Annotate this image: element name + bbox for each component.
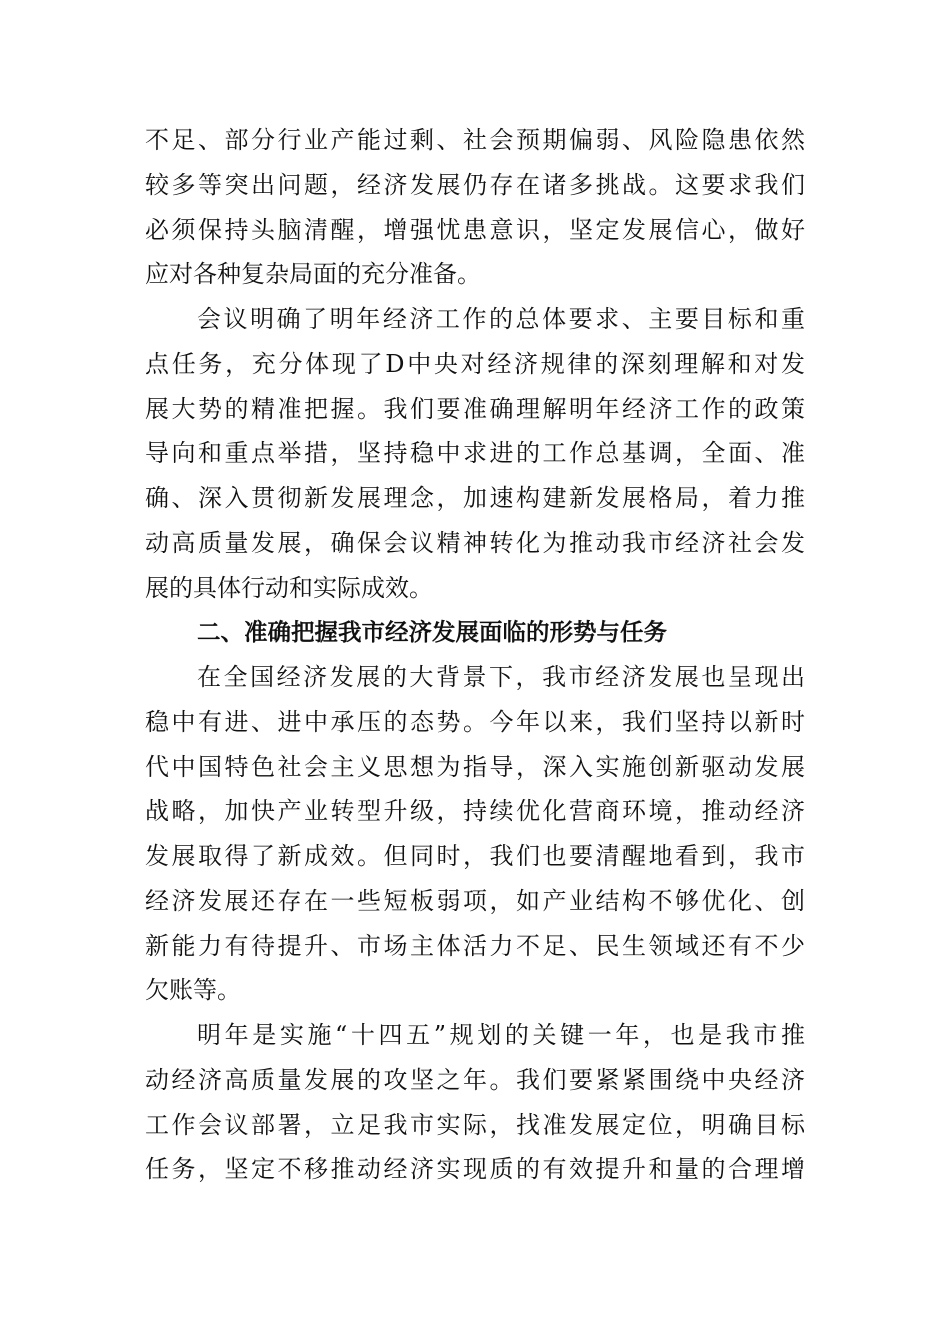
paragraph bbox=[145, 297, 805, 610]
text-line: 在全国经济发展的大背景下，我市经济发展也呈现出 bbox=[197, 663, 805, 691]
text-line: 点任务，充分体现了D中央对经济规律的深刻理解和对发 bbox=[145, 349, 805, 378]
text-line: 动高质量发展，确保会议精神转化为推动我市经济社会发 bbox=[145, 528, 805, 557]
text-line: 展大势的精准把握。我们要准确理解明年经济工作的政策 bbox=[145, 394, 805, 423]
text-line: 战略，加快产业转型升级，持续优化营商环境，推动经济 bbox=[145, 797, 805, 826]
text-line: 必须保持头脑清醒，增强忧患意识，坚定发展信心，做好 bbox=[145, 215, 805, 244]
text-line: 动经济高质量发展的攻坚之年。我们要紧紧围绕中央经济 bbox=[145, 1065, 805, 1094]
text-line: 展的具体行动和实际成效。 bbox=[145, 573, 433, 602]
text-line: 代中国特色社会主义思想为指导，深入实施创新驱动发展 bbox=[145, 752, 805, 781]
section-heading bbox=[145, 610, 805, 655]
paragraph bbox=[145, 118, 805, 297]
text-line: 会议明确了明年经济工作的总体要求、主要目标和重 bbox=[197, 305, 805, 333]
text-line: 新能力有待提升、市场主体活力不足、民生领域还有不少 bbox=[145, 931, 805, 960]
text-line: 稳中有进、进中承压的态势。今年以来，我们坚持以新时 bbox=[145, 707, 805, 736]
paragraph bbox=[145, 1013, 805, 1192]
text-line: 欠账等。 bbox=[145, 976, 241, 1005]
document-page bbox=[145, 118, 805, 1192]
text-line: 确、深入贯彻新发展理念，加速构建新发展格局，着力推 bbox=[145, 484, 805, 512]
text-line: 工作会议部署，立足我市实际，找准发展定位，明确目标 bbox=[145, 1110, 805, 1139]
text-line: 任务，坚定不移推动经济实现质的有效提升和量的合理增 bbox=[145, 1155, 805, 1184]
text-line: 应对各种复杂局面的充分准备。 bbox=[145, 260, 481, 289]
text-line: 较多等突出问题，经济发展仍存在诸多挑战。这要求我们 bbox=[145, 170, 805, 199]
text-line: 导向和重点举措，坚持稳中求进的工作总基调，全面、准 bbox=[145, 439, 805, 468]
text-line: 二、准确把握我市经济发展面临的形势与任务 bbox=[197, 618, 667, 647]
text-line: 明年是实施“十四五”规划的关键一年，也是我市推 bbox=[197, 1021, 805, 1049]
text-line: 经济发展还存在一些短板弱项，如产业结构不够优化、创 bbox=[145, 886, 805, 915]
text-line: 不足、部分行业产能过剩、社会预期偏弱、风险隐患依然 bbox=[145, 126, 805, 154]
paragraph bbox=[145, 655, 805, 1013]
text-line: 发展取得了新成效。但同时，我们也要清醒地看到，我市 bbox=[145, 842, 805, 870]
